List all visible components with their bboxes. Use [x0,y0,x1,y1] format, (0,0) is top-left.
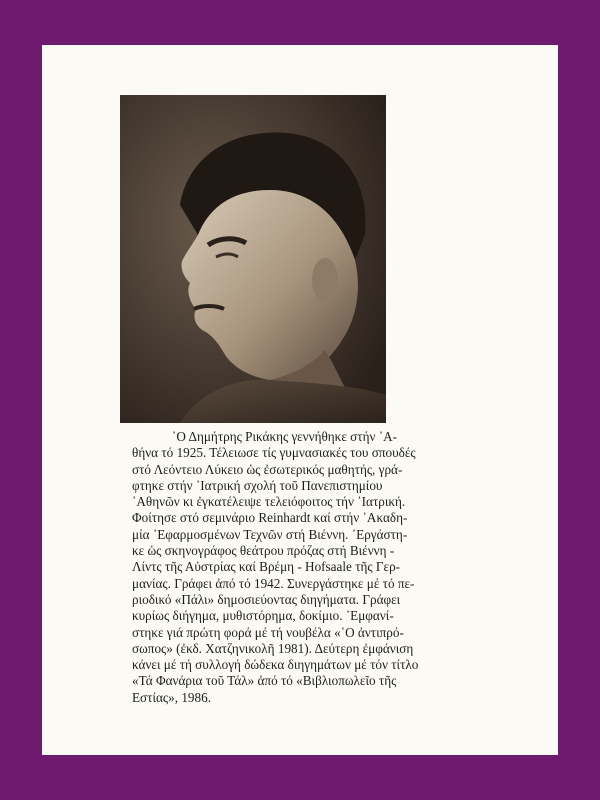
bio-line: κάνει μέ τή συλλογή δώδεκα διηγημάτων μέ τόν τίτλο [132,657,419,673]
bio-line: «Τά Φανάρια τοῦ Τάλ» ἀπό τό «Βιβλιοπωλεῖο τῆς [132,673,397,689]
bio-line: μανίας. Γράφει ἀπό τό 1942. Συνεργάστηκε μέ τό πε- [132,575,415,591]
bio-line: ῾Ο Δημήτρης Ρικάκης γεννήθηκε στήν ᾿Α- [172,429,398,444]
bio-line: ᾿Αθηνῶν κι ἐγκατέλειψε τελειόφοιτος τήν ᾿Ιατρική. [132,494,406,510]
author-biography [132,429,492,706]
bio-line: θήνα τό 1925. Τέλειωσε τίς γυμνασιακές του σπουδές [132,445,416,461]
bio-line: ριοδικό «Πάλι» δημοσιεύοντας διηγήματα. Γράφει [132,591,401,607]
bio-line: Εστίας», 1986. [132,689,212,705]
bio-line: μία ᾿Εφαρμοσμένων Τεχνῶν στή Βιέννη. ᾿Εργάστη- [132,526,408,542]
bio-line: στηκε γιά πρώτη φορά μέ τή νουβέλα «῾Ο ἀντιπρό- [132,624,404,640]
bio-line: στό Λεόντειο Λύκειο ὡς ἐσωτερικός μαθητής, γρά- [132,461,403,477]
bio-line: φτηκε στήν ᾿Ιατρική σχολή τοῦ Πανεπιστημίου [132,477,383,493]
author-portrait-photo [120,95,386,423]
bio-line: σωπος» (ἐκδ. Χατζηνικολῆ 1981). Δεύτερη ἐμφάνιση [132,640,414,656]
bio-line: κυρίως διήγημα, μυθιστόρημα, δοκίμιο. ᾿Εμφανί- [132,608,394,624]
bio-line: Φοίτησε στό σεμινάριο Reinhardt καί στήν ᾿Ακαδη- [132,510,408,526]
bio-line: Λίντς τῆς Αὐστρίας καί Βρέμη - Hofsaale τῆς Γερ- [132,559,401,575]
book-page [42,45,558,755]
bio-line: κε ὡς σκηνογράφος θεάτρου πρόζας στή Βιέννη - [132,543,395,559]
